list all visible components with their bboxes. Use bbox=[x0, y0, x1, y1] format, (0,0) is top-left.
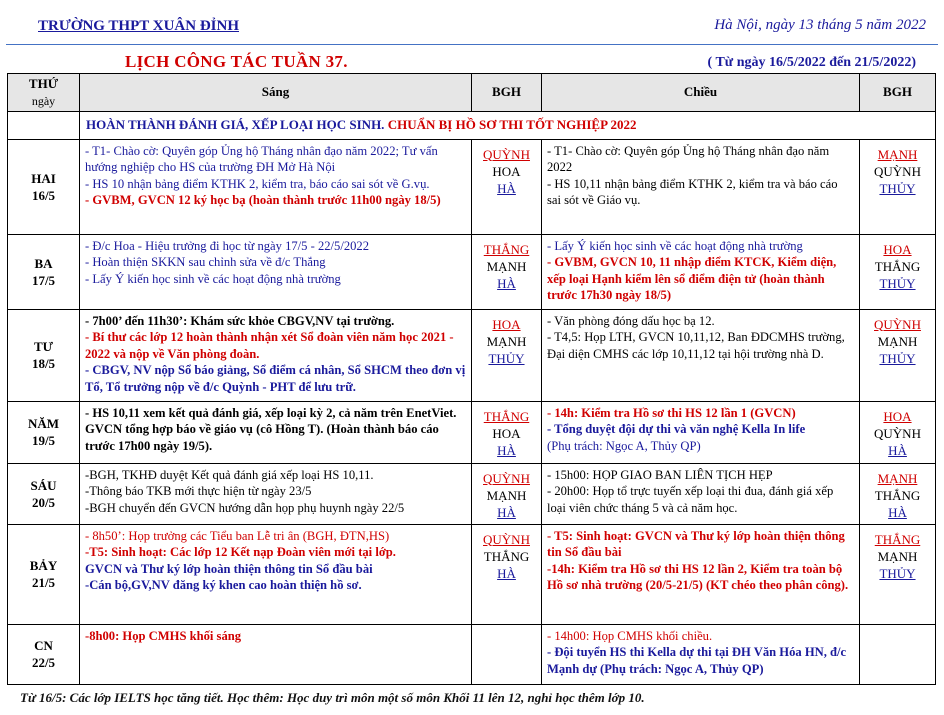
activity-line: - T1- Chào cờ: Quyên góp Ủng hộ Tháng nhân đạo năm 2022 bbox=[547, 143, 830, 174]
day-row bbox=[8, 463, 936, 524]
bgh-member[interactable]: THẮNG bbox=[874, 258, 921, 274]
activity-line: - HS 10,11 nhận bảng điểm KTHK 2, kiểm tra và báo cáo sai sót về Giáo vụ. bbox=[547, 176, 838, 207]
header-divider bbox=[6, 44, 938, 45]
afternoon-cell bbox=[542, 524, 860, 624]
activity-line: - 7h00’ đến 11h30’: Khám sức khỏe CBGV,NV tại trường. bbox=[85, 313, 395, 328]
activity-line: - T1- Chào cờ: Quyên góp Ủng hộ Tháng nhân đạo năm 2022; Tư vấn hướng nghiệp cho HS của trường ĐH Mở Hà Nội bbox=[85, 143, 438, 174]
bgh-member[interactable]: QUỲNH bbox=[483, 531, 530, 547]
col-day-header bbox=[8, 74, 80, 112]
activity-line: -14h: Kiểm tra Hồ sơ thi HS 12 lần 2, Kiểm tra toàn bộ Hồ sơ nhà trường (20/5-21/5) (KT chéo theo phân công). bbox=[547, 561, 849, 592]
activity-line: - GVBM, GVCN 12 ký học bạ (hoàn thành trước 11h00 ngày 18/5) bbox=[85, 193, 441, 207]
bgh-member[interactable]: MẠNH bbox=[877, 146, 918, 162]
activity-line: - Hoàn thiện SKKN sau chỉnh sửa về đ/c Thắng bbox=[85, 255, 326, 269]
day-date: 16/5 bbox=[31, 187, 56, 203]
activity-line: - Đội tuyển HS thi Kella dự thi tại ĐH Văn Hóa HN, đ/c Mạnh dự (Phụ trách: Ngọc A, Thủy QP) bbox=[547, 645, 847, 676]
afternoon-cell bbox=[542, 463, 860, 524]
activity-line: - Bí thư các lớp 12 hoàn thành nhận xét Sổ đoàn viên năm học 2021 - 2022 và nộp về Văn phòng đoàn. bbox=[85, 330, 454, 361]
activity-line: -Cán bộ,GV,NV đăng ký khen cao hoàn thiện hồ sơ. bbox=[85, 578, 362, 592]
afternoon-cell bbox=[542, 401, 860, 463]
activity-line: GVCN và Thư ký lớp hoàn thiện thông tin Sổ đầu bài bbox=[85, 561, 373, 576]
footer-note: Từ 16/5: Các lớp IELTS học tăng tiết. Học thêm: Học duy trì môn một số môn Khối 11 lên 12, nghỉ học thêm lớp 10. bbox=[20, 690, 645, 705]
bgh-member[interactable]: QUỲNH bbox=[874, 316, 921, 332]
bgh-morning-cell bbox=[472, 234, 542, 309]
bgh-member[interactable]: QUỲNH bbox=[874, 425, 921, 441]
bgh-morning-cell bbox=[472, 463, 542, 524]
bgh-member[interactable]: QUỲNH bbox=[874, 163, 921, 179]
activity-line: - T4,5: Họp LTH, GVCN 10,11,12, Ban ĐDCMHS trường, Đại diện CMHS các lớp 10,11,12 tại hội trường nhà D. bbox=[547, 330, 845, 361]
morning-cell bbox=[80, 463, 472, 524]
bgh-member[interactable]: QUỲNH bbox=[483, 470, 530, 486]
day-cell bbox=[8, 624, 80, 684]
activity-line: -Thông báo TKB mới thực hiện từ ngày 23/5 bbox=[85, 484, 312, 498]
bgh-member[interactable]: HOA bbox=[492, 425, 521, 441]
schedule-table bbox=[7, 73, 936, 685]
morning-cell bbox=[80, 139, 472, 234]
morning-cell bbox=[80, 624, 472, 684]
col-morning-header: Sáng bbox=[80, 74, 472, 112]
bgh-member[interactable]: HÀ bbox=[497, 504, 516, 520]
bgh-morning-cell bbox=[472, 401, 542, 463]
day-name: NĂM bbox=[27, 416, 60, 431]
bgh-member[interactable]: HÀ bbox=[497, 565, 516, 581]
activity-line: - T5: Sinh hoạt: GVCN và Thư ký lớp hoàn thiện thông tin Sổ đầu bài bbox=[547, 528, 845, 559]
bgh-member[interactable]: HÀ bbox=[497, 442, 516, 458]
bgh-member[interactable]: MẠNH bbox=[877, 333, 918, 349]
bgh-morning-cell bbox=[472, 139, 542, 234]
afternoon-cell bbox=[542, 234, 860, 309]
day-date: 21/5 bbox=[31, 575, 56, 590]
school-name: TRƯỜNG THPT XUÂN ĐỈNH bbox=[38, 18, 239, 34]
col-day-label: THỨ bbox=[28, 76, 59, 91]
day-row bbox=[8, 234, 936, 309]
day-row bbox=[8, 139, 936, 234]
activity-line: - 14h: Kiểm tra Hồ sơ thi HS 12 lần 1 (GVCN) bbox=[547, 405, 796, 420]
bgh-member[interactable]: MẠNH bbox=[486, 258, 527, 274]
afternoon-cell bbox=[542, 139, 860, 234]
document-date: Hà Nội, ngày 13 tháng 5 năm 2022 bbox=[714, 17, 926, 33]
day-date: 22/5 bbox=[31, 655, 56, 670]
bgh-afternoon-cell bbox=[860, 624, 936, 684]
day-date: 20/5 bbox=[31, 494, 56, 510]
day-row bbox=[8, 309, 936, 401]
page-title: LỊCH CÔNG TÁC TUẦN 37. bbox=[125, 52, 348, 71]
bgh-afternoon-cell bbox=[860, 463, 936, 524]
activity-line: -BGH, TKHĐ duyệt Kết quả đánh giá xếp loại HS 10,11. bbox=[85, 467, 374, 482]
day-cell bbox=[8, 139, 80, 234]
bgh-member[interactable]: MẠNH bbox=[486, 333, 527, 349]
activity-line: - HS 10,11 xem kết quả đánh giá, xếp loại kỳ 2, cả năm trên EnetViet. GVCN tổng hợp báo về giáo vụ (cô Hồng T). (Hoàn thành báo cáo trước 17h00 ngày 19/5). bbox=[85, 405, 457, 453]
day-cell bbox=[8, 234, 80, 309]
bgh-member[interactable]: THẮNG bbox=[874, 531, 921, 547]
weekly-focus bbox=[80, 112, 936, 140]
bgh-member[interactable]: THẮNG bbox=[483, 408, 530, 424]
day-date: 18/5 bbox=[31, 356, 56, 371]
col-date-label: ngày bbox=[31, 93, 56, 108]
bgh-afternoon-cell bbox=[860, 234, 936, 309]
day-cell bbox=[8, 401, 80, 463]
day-row bbox=[8, 401, 936, 463]
activity-line: (Phụ trách: Ngọc A, Thủy QP) bbox=[547, 438, 701, 453]
bgh-member[interactable]: MẠNH bbox=[877, 548, 918, 564]
day-name: BẢY bbox=[29, 558, 58, 573]
day-date: 17/5 bbox=[31, 272, 56, 288]
activity-line: - HS 10 nhận bảng điểm KTHK 2, kiểm tra, báo cáo sai sót về G.vụ. bbox=[85, 176, 430, 191]
bgh-afternoon-cell bbox=[860, 524, 936, 624]
col-afternoon-header: Chiều bbox=[542, 74, 860, 112]
activity-line: - 8h50’: Họp trưởng các Tiểu ban Lễ tri ân (BGH, ĐTN,HS) bbox=[85, 528, 390, 543]
activity-line: - 15h00: HỌP GIAO BAN LIÊN TỊCH HẸP bbox=[547, 467, 773, 482]
bgh-morning-cell bbox=[472, 624, 542, 684]
bgh-member[interactable]: HÀ bbox=[497, 180, 516, 196]
activity-line: -BGH chuyển đến GVCN hướng dẫn họp phụ huynh ngày 22/5 bbox=[85, 500, 405, 515]
morning-cell bbox=[80, 524, 472, 624]
activity-line: - CBGV, NV nộp Sổ báo giảng, Sổ điểm cá nhân, Sổ SHCM theo đơn vị Tổ, Tổ trưởng nộp về đ/c Quỳnh - PHT để lưu trữ. bbox=[85, 363, 466, 394]
day-name: BA bbox=[34, 255, 53, 271]
morning-cell bbox=[80, 401, 472, 463]
bgh-morning-cell bbox=[472, 309, 542, 401]
day-cell bbox=[8, 309, 80, 401]
table-header-row bbox=[8, 74, 936, 112]
day-name: HAI bbox=[31, 170, 56, 186]
bgh-member[interactable]: THỦY bbox=[879, 565, 916, 581]
focus-row bbox=[8, 112, 936, 140]
day-row bbox=[8, 524, 936, 624]
bgh-member[interactable]: HÀ bbox=[888, 504, 907, 520]
activity-line: - 14h00: Họp CMHS khối chiều. bbox=[547, 628, 713, 643]
bgh-member[interactable]: HOA bbox=[492, 163, 521, 179]
bgh-member[interactable]: THỦY bbox=[879, 180, 916, 196]
col-bgh-morning-header: BGH bbox=[472, 74, 542, 112]
bgh-member[interactable]: HOA bbox=[492, 316, 521, 332]
date-range: ( Từ ngày 16/5/2022 đến 21/5/2022) bbox=[707, 55, 916, 70]
col-bgh-afternoon-header: BGH bbox=[860, 74, 936, 112]
activity-line: - Lấy Ý kiến học sinh về các hoạt động nhà trường bbox=[85, 271, 341, 286]
morning-cell bbox=[80, 234, 472, 309]
bgh-afternoon-cell bbox=[860, 309, 936, 401]
day-date: 19/5 bbox=[31, 433, 56, 448]
activity-line: - Văn phòng đóng dấu học bạ 12. bbox=[547, 313, 715, 328]
bgh-member[interactable]: HÀ bbox=[497, 275, 516, 291]
bgh-member[interactable]: THẮNG bbox=[483, 241, 530, 257]
morning-cell bbox=[80, 309, 472, 401]
activity-line: -T5: Sinh hoạt: Các lớp 12 Kết nạp Đoàn viên mới tại lớp. bbox=[85, 545, 396, 559]
bgh-member[interactable]: MẠNH bbox=[877, 470, 918, 486]
activity-line: -8h00: Họp CMHS khối sáng bbox=[85, 628, 242, 643]
afternoon-cell bbox=[542, 624, 860, 684]
bgh-member[interactable]: MẠNH bbox=[486, 487, 527, 503]
bgh-member[interactable]: HÀ bbox=[888, 442, 907, 458]
bgh-morning-cell bbox=[472, 524, 542, 624]
bgh-member[interactable]: THỦY bbox=[488, 350, 525, 366]
focus-part-2: CHUẨN BỊ HỒ SƠ THI TỐT NGHIỆP 2022 bbox=[387, 117, 637, 132]
day-name: SÁU bbox=[30, 477, 57, 493]
afternoon-cell bbox=[542, 309, 860, 401]
bgh-afternoon-cell bbox=[860, 401, 936, 463]
activity-line: - 20h00: Họp tổ trực tuyến xếp loại thi đua, đánh giá xếp loại viên chức tháng 5 và cả năm học. bbox=[547, 484, 834, 515]
day-name: CN bbox=[34, 638, 53, 653]
bgh-member[interactable]: THẮNG bbox=[483, 548, 530, 564]
bgh-member[interactable]: THỦY bbox=[879, 350, 916, 366]
activity-line: - Đ/c Hoa - Hiệu trưởng đi học từ ngày 17/5 - 22/5/2022 bbox=[85, 238, 370, 253]
focus-part-1: HOÀN THÀNH ĐÁNH GIÁ, XẾP LOẠI HỌC SINH. bbox=[86, 117, 388, 132]
bgh-afternoon-cell bbox=[860, 139, 936, 234]
bgh-member[interactable]: THẮNG bbox=[874, 487, 921, 503]
bgh-member[interactable]: HOA bbox=[883, 408, 912, 424]
bgh-member[interactable]: HOA bbox=[883, 241, 912, 257]
activity-line: - GVBM, GVCN 10, 11 nhập điểm KTCK, Kiểm diện, xếp loại Hạnh kiểm lên sổ điểm điện tử (hoàn thành trước 17h30 ngày 18/5) bbox=[547, 255, 837, 302]
day-name: TƯ bbox=[33, 339, 54, 354]
day-cell bbox=[8, 463, 80, 524]
bgh-member[interactable]: THỦY bbox=[879, 275, 916, 291]
activity-line: - Lấy Ý kiến học sinh về các hoạt động nhà trường bbox=[547, 238, 803, 253]
day-row bbox=[8, 624, 936, 684]
bgh-member[interactable]: QUỲNH bbox=[483, 146, 530, 162]
day-cell bbox=[8, 524, 80, 624]
activity-line: - Tổng duyệt đội dự thi và văn nghệ Kella In life bbox=[547, 422, 806, 436]
